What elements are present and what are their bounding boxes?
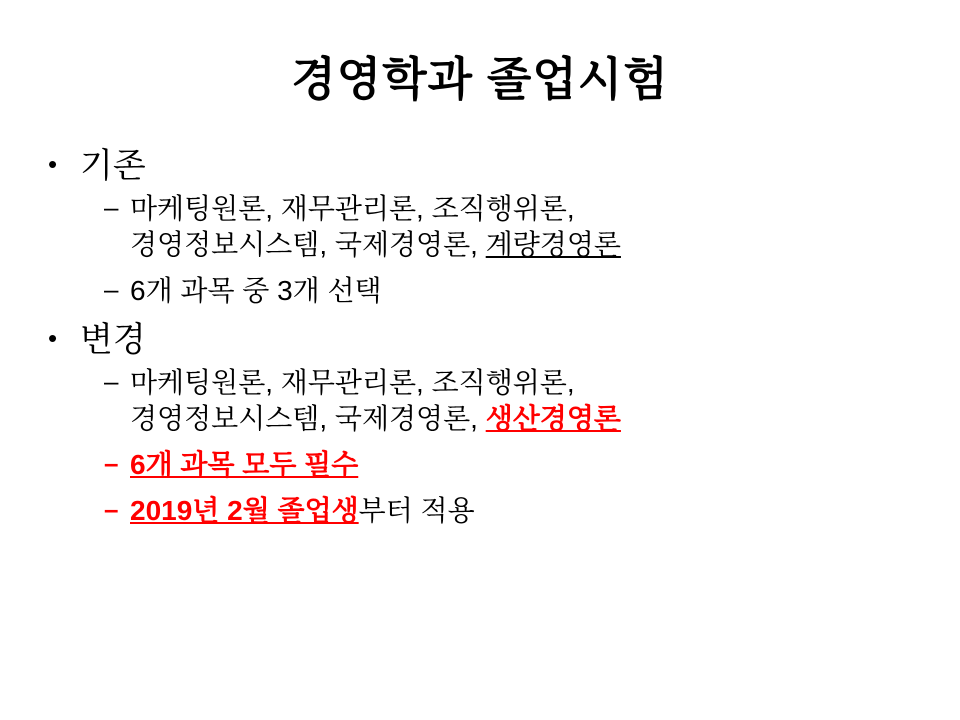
- list-item: [104, 273, 930, 309]
- dash-icon: –: [104, 366, 119, 397]
- subject-list-existing-line2: 경영정보시스템, 국제경영론,: [130, 228, 486, 260]
- subject-list-changed-line2: 경영정보시스템, 국제경영론,: [130, 402, 486, 434]
- subject-list-existing: [130, 191, 621, 263]
- slide-body: [0, 145, 960, 529]
- section-label-existing: 기존: [80, 146, 146, 185]
- bullet-icon: •: [48, 322, 58, 353]
- dash-icon: –: [104, 493, 119, 524]
- dash-icon: –: [104, 447, 119, 478]
- subject-changed-emphasis: 생산경영론: [485, 402, 621, 434]
- dash-icon: –: [104, 192, 119, 223]
- subject-existing-emphasis: 계량경영론: [485, 228, 621, 260]
- section-heading-changed: [48, 319, 930, 362]
- effective-date-tail: 부터 적용: [358, 494, 475, 526]
- effective-date-emphasis: 2019년 2월 졸업생: [130, 494, 359, 526]
- dash-icon: –: [104, 273, 119, 304]
- list-item: [104, 191, 930, 263]
- list-item: [104, 493, 930, 529]
- list-item: [104, 447, 930, 483]
- subject-list-changed-line1: 마케팅원론, 재무관리론, 조직행위론,: [130, 367, 575, 399]
- section-heading-existing: [48, 145, 930, 188]
- page-title: 경영학과 졸업시험: [291, 53, 669, 105]
- rule-existing: 6개 과목 중 3개 선택: [130, 274, 382, 306]
- subject-list-existing-line1: 마케팅원론, 재무관리론, 조직행위론,: [130, 193, 575, 225]
- rule-changed-required: 6개 과목 모두 필수: [130, 448, 359, 480]
- subject-list-changed: [130, 365, 621, 437]
- list-item: [104, 365, 930, 437]
- bullet-icon: •: [48, 148, 58, 179]
- rule-effective-date: [130, 493, 475, 529]
- section-label-changed: 변경: [80, 320, 146, 359]
